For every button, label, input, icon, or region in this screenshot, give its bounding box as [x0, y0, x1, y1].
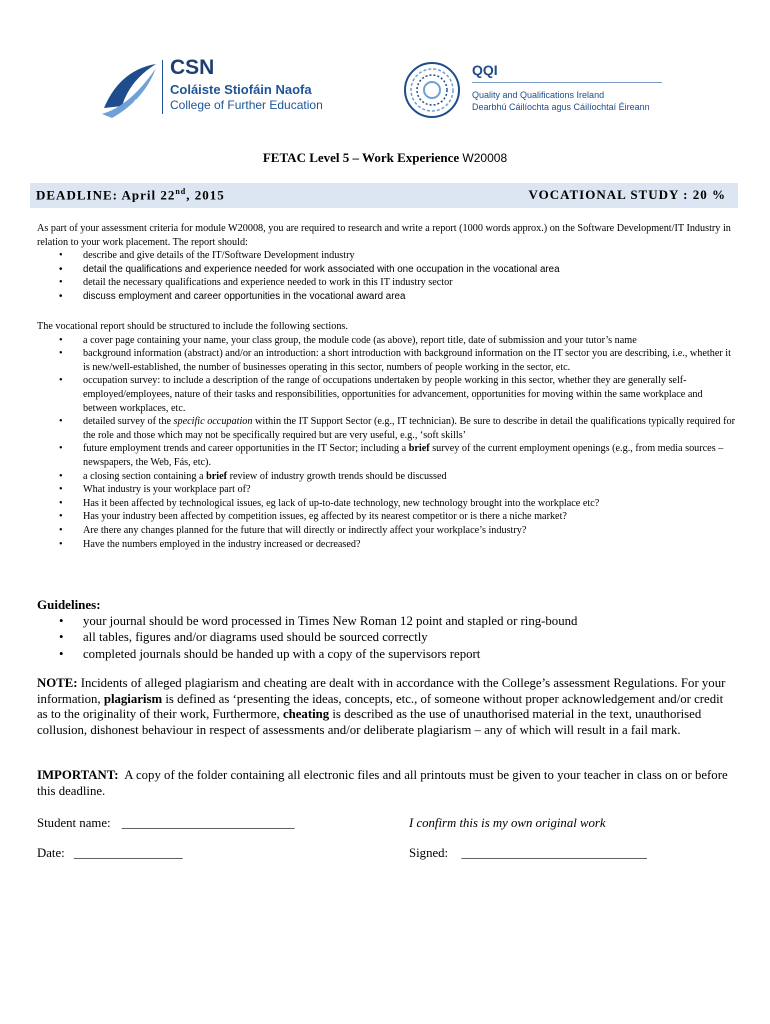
list-item: • detail the necessary qualifications and experience needed to work in this IT industry sector — [37, 276, 737, 290]
csn-name-irish: Coláiste Stiofáin Naofa — [170, 82, 312, 97]
deadline-year: , 2015 — [186, 187, 225, 203]
structure-section — [37, 320, 737, 551]
structure-text: The vocational report should be structured to include the following sections. — [37, 321, 348, 332]
vocational-study-weight: VOCATIONAL STUDY : 20 % — [528, 187, 726, 202]
signed-label: Signed: — [409, 846, 449, 860]
csn-name-english: College of Further Education — [170, 98, 323, 112]
csn-divider — [162, 60, 163, 114]
intro-section — [37, 222, 737, 304]
list-item: • discuss employment and career opportunities in the vocational award area — [37, 290, 737, 304]
qqi-title: QQI — [472, 62, 498, 78]
list-item: • your journal should be word processed in Times New Roman 12 point and stapled or ring-bound — [37, 613, 737, 629]
important-paragraph — [37, 768, 737, 799]
csn-title: CSN — [170, 56, 215, 79]
date-field[interactable] — [37, 846, 183, 861]
guidelines-heading: Guidelines: — [37, 597, 101, 612]
originality-statement: I confirm this is my own original work — [409, 816, 606, 830]
note-paragraph — [37, 676, 737, 738]
document-title — [0, 150, 770, 166]
emphasis: brief — [408, 443, 430, 455]
intro-text: As part of your assessment criteria for module W20008, you are required to research and write a report (1000 words approx.) on the Software Development/IT Industry in relation to your work placement. The report should: — [37, 223, 731, 248]
note-label: NOTE: — [37, 676, 78, 690]
deadline — [36, 187, 225, 203]
guidelines-bullets — [37, 613, 737, 662]
text: review of industry growth trends should be discussed — [227, 470, 447, 482]
deadline-sup: nd — [175, 187, 187, 196]
signature-line[interactable]: _____________________________ — [461, 846, 647, 860]
text: Incidents of alleged plagiarism and cheating are dealt with in accordance with the College’s assessment Regulations. For your information, — [37, 676, 726, 706]
title-main: FETAC Level 5 – Work Experience — [262, 150, 460, 165]
cheating-term: cheating — [282, 707, 330, 722]
qqi-name-english: Quality and Qualifications Ireland — [472, 90, 605, 100]
list-item: • background information (abstract) and/or an introduction: a short introduction with background information on the IT sector you are describing, i.e., whether it is new/well-established, the number of businesses operating in this sector, numbers of people working in the sector, etc. — [37, 347, 737, 374]
list-item — [37, 442, 737, 469]
csn-logo — [100, 58, 325, 120]
qqi-circle-icon — [402, 60, 462, 120]
emphasis: specific occupation — [173, 416, 253, 428]
csn-swoosh-icon — [100, 60, 160, 120]
qqi-logo — [402, 58, 672, 120]
list-item — [37, 470, 737, 484]
list-item: • detail the qualifications and experience needed for work associated with one occupation in the vocational area — [37, 263, 737, 277]
list-item: • What industry is your workplace part of? — [37, 483, 737, 497]
text: is defined as ‘presenting the ideas, concepts, etc., of someone without proper acknowledgement and/or credit as to the originality of their work, Furthermore, — [37, 691, 724, 722]
text: within the IT Support Sector (e.g., IT technician). Be sure to describe in detail the qualifications typically required for the role and those which may not be specifically required but are very useful, e.g., ‘soft skills’ — [83, 416, 736, 441]
plagiarism-term: plagiarism — [103, 691, 163, 706]
date-label: Date: — [37, 846, 65, 860]
qqi-rule — [472, 82, 662, 83]
list-item: • Has your industry been affected by competition issues, eg affected by its nearest competitor or is there a niche market? — [37, 510, 737, 524]
emphasis: brief — [206, 470, 228, 482]
text: detailed survey of the — [83, 416, 174, 428]
list-item: • Have the numbers employed in the industry increased or decreased? — [37, 538, 737, 552]
qqi-name-irish: Dearbhú Cáilíochta agus Cáilíochtaí Éireann — [472, 102, 650, 112]
list-item: • completed journals should be handed up with a copy of the supervisors report — [37, 646, 737, 662]
list-item — [37, 415, 737, 442]
student-name-field[interactable] — [37, 816, 295, 831]
guidelines-section — [37, 597, 737, 662]
list-item: • Has it been affected by technological issues, eg lack of up-to-date technology, new technology brought into the workplace etc? — [37, 497, 737, 511]
structure-bullets — [37, 334, 737, 552]
text: a closing section containing a — [83, 470, 207, 482]
list-item: • all tables, figures and/or diagrams used should be sourced correctly — [37, 629, 737, 645]
important-label: IMPORTANT: — [37, 768, 119, 782]
text: survey of the current employment openings (e.g., from media sources – newspapers, the Web, Fás, etc). — [83, 443, 724, 468]
deadline-text: DEADLINE: April 22 — [36, 187, 176, 203]
student-name-line[interactable]: ___________________________ — [121, 816, 295, 830]
list-item: • describe and give details of the IT/Software Development industry — [37, 249, 737, 263]
text: is described as the use of unauthorised material in the text, unauthorised collusion, dishonest behaviour in respect of assessments and/or deliberate plagiarism – any of which will result in a fail mark. — [37, 707, 702, 737]
csn-mark-text: CSN — [134, 100, 147, 106]
list-item: • occupation survey: to include a description of the range of occupations undertaken by people working in this sector, whether they are generally self-employed/employees, nature of their tasks and responsibilities, opportunities for advancement, opportunities for moving within the same workplace and between workplaces, etc. — [37, 374, 737, 415]
text: future employment trends and career opportunities in the IT Sector; including a — [83, 443, 409, 455]
deadline-banner — [30, 183, 738, 208]
list-item: • a cover page containing your name, your class group, the module code (as above), report title, date of submission and your tutor’s name — [37, 334, 737, 348]
module-code: W20008 — [462, 151, 508, 165]
signature-field[interactable] — [409, 846, 647, 861]
student-name-label: Student name: — [37, 816, 111, 830]
date-line[interactable]: _________________ — [73, 846, 183, 860]
list-item: • Are there any changes planned for the future that will directly or indirectly affect your workplace’s industry? — [37, 524, 737, 538]
intro-bullets — [37, 249, 737, 303]
text: A copy of the folder containing all electronic files and all printouts must be given to your teacher in class on or before this deadline. — [37, 768, 731, 798]
